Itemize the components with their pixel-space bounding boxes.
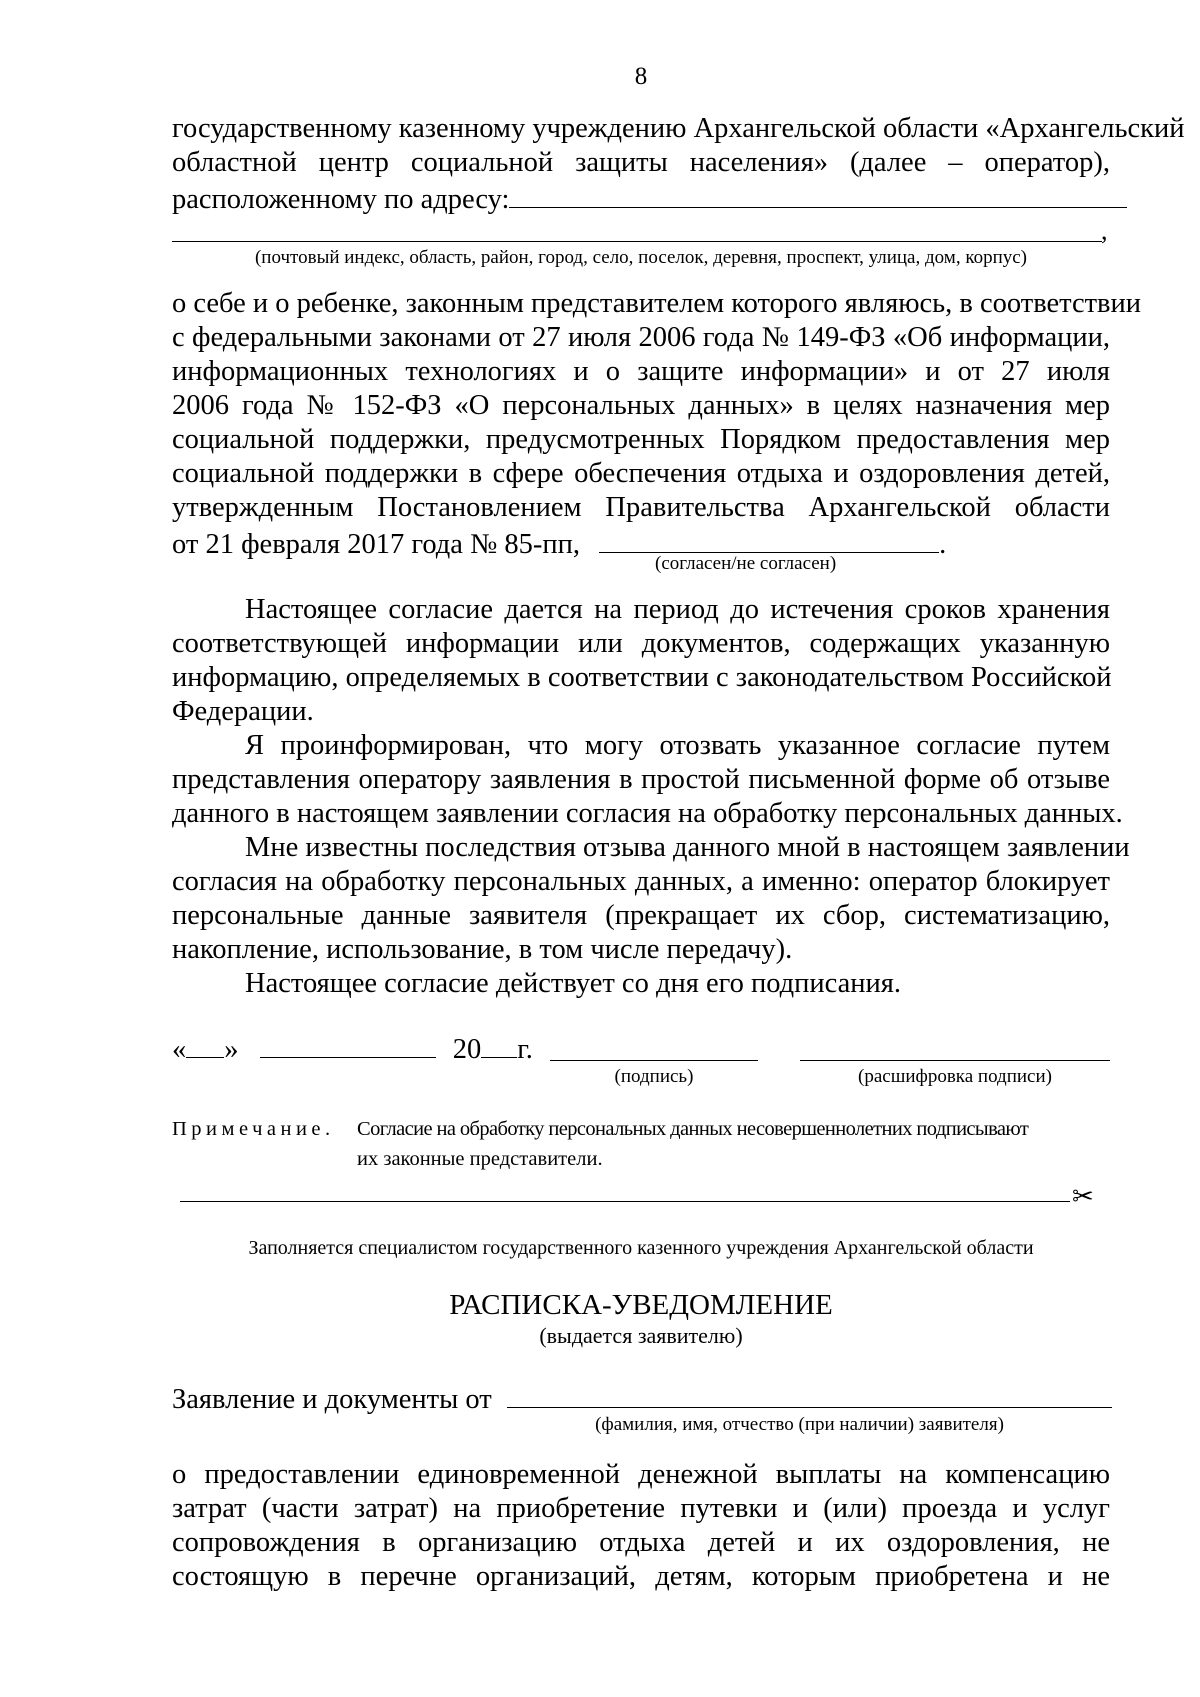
- period-paragraph-line: Настоящее согласие дается на период до истечения сроков хранения: [245, 594, 1110, 625]
- consequences-paragraph-line: согласия на обработку персональных данных, а именно: оператор блокирует: [172, 866, 1110, 897]
- resolution-reference: от 21 февраля 2017 года № 85-пп,: [172, 529, 581, 560]
- period-paragraph-line: Федерации.: [172, 696, 314, 727]
- filled-by-note: Заполняется специалистом государственного казенного учреждения Архангельской области: [248, 1237, 1034, 1259]
- from-label: Заявление и документы от: [172, 1384, 492, 1415]
- note-text: их законные представители.: [357, 1148, 603, 1170]
- consent-line-1: государственному казенному учреждению Архангельской области «Архангельский: [172, 113, 1185, 144]
- revoke-paragraph-line: данного в настоящем заявлении согласия на обработку персональных данных.: [172, 798, 1123, 829]
- consent-line-2: областной центр социальной защиты населения» (далее – оператор),: [172, 147, 1110, 178]
- revoke-paragraph-line: представления оператору заявления в простой письменной форме об отзыве: [172, 764, 1110, 795]
- note-label: Примечание.: [172, 1118, 335, 1140]
- period-paragraph-line: соответствующей информации или документов, содержащих указанную: [172, 628, 1110, 659]
- consent-paragraph-line: информационных технологиях и о защите информации» и от 27 июля: [172, 356, 1110, 387]
- signature-decoding-field[interactable]: [800, 1060, 1110, 1061]
- date-signature-row: [172, 1030, 1110, 1067]
- cut-line: [180, 1201, 1070, 1202]
- consequences-paragraph-line: персональные данные заявителя (прекращает их сбор, систематизацию,: [172, 900, 1110, 931]
- applicant-name-field[interactable]: [507, 1380, 1112, 1408]
- consent-paragraph-last-line: [172, 525, 1110, 562]
- receipt-title: РАСПИСКА-УВЕДОМЛЕНИЕ: [449, 1289, 833, 1321]
- receipt-from-line: [172, 1380, 1110, 1417]
- address-label: расположенному по адресу:: [172, 184, 510, 215]
- year-suffix: г.: [517, 1034, 533, 1065]
- receipt-subtitle: (выдается заявителю): [539, 1323, 743, 1348]
- consent-paragraph-line: социальной поддержки, предусмотренных Порядком предоставления мер: [172, 424, 1110, 455]
- consent-paragraph-line: 2006 года № 152-ФЗ «О персональных данных» в целях назначения мер: [172, 390, 1110, 421]
- year-field[interactable]: [481, 1030, 517, 1058]
- agree-caption: (согласен/не согласен): [655, 553, 837, 574]
- year-prefix: 20: [452, 1034, 482, 1065]
- page-number: 8: [634, 63, 648, 90]
- name-caption: (фамилия, имя, отчество (при наличии) заявителя): [595, 1414, 1004, 1435]
- address-caption: (почтовый индекс, область, район, город, село, поселок, деревня, проспект, улица, дом, корпус): [254, 247, 1028, 268]
- validity-paragraph: Настоящее согласие действует со дня его подписания.: [245, 968, 902, 999]
- period-paragraph-line: информацию, определяемых в соответствии с законодательством Российской: [172, 662, 1112, 693]
- receipt-body-line: затрат (части затрат) на приобретение путевки и (или) проезда и услуг: [172, 1493, 1110, 1524]
- day-open-quote: «: [172, 1034, 187, 1065]
- agree-period: .: [939, 529, 947, 560]
- receipt-body-line: состоящую в перечне организаций, детям, которым приобретена и не: [172, 1561, 1110, 1592]
- decoding-caption: (расшифровка подписи): [858, 1066, 1052, 1087]
- signature-caption: (подпись): [614, 1066, 694, 1087]
- day-field[interactable]: [186, 1030, 224, 1058]
- receipt-body-line: о предоставлении единовременной денежной выплаты на компенсацию: [172, 1459, 1110, 1490]
- consent-paragraph-line: о себе и о ребенке, законным представителем которого являюсь, в соответствии: [172, 288, 1142, 319]
- scissors-icon: ✂: [1072, 1182, 1094, 1212]
- address-field-line-2[interactable]: [172, 241, 1102, 242]
- day-close-quote: »: [224, 1034, 239, 1065]
- consent-paragraph-line: социальной поддержки в сфере обеспечения отдыха и оздоровления детей,: [172, 458, 1110, 489]
- agree-field[interactable]: [599, 525, 939, 553]
- address-comma: ,: [1101, 216, 1108, 245]
- consequences-paragraph-line: Мне известны последствия отзыва данного мной в настоящем заявлении: [245, 832, 1130, 863]
- signature-field[interactable]: [550, 1060, 758, 1061]
- address-field[interactable]: [509, 180, 1127, 208]
- receipt-body-line: сопровождения в организацию отдыха детей и их оздоровления, не: [172, 1527, 1110, 1558]
- consent-paragraph-line: утвержденным Постановлением Правительства Архангельской области: [172, 492, 1110, 523]
- consequences-paragraph-line: накопление, использование, в том числе передачу).: [172, 934, 793, 965]
- consent-line-3: [172, 180, 1110, 217]
- consent-paragraph-line: с федеральными законами от 27 июля 2006 года № 149-ФЗ «Об информации,: [172, 322, 1110, 353]
- note-text: Согласие на обработку персональных данных несовершеннолетних подписывают: [357, 1118, 1029, 1140]
- revoke-paragraph-line: Я проинформирован, что могу отозвать указанное согласие путем: [245, 730, 1110, 761]
- month-field[interactable]: [260, 1030, 436, 1058]
